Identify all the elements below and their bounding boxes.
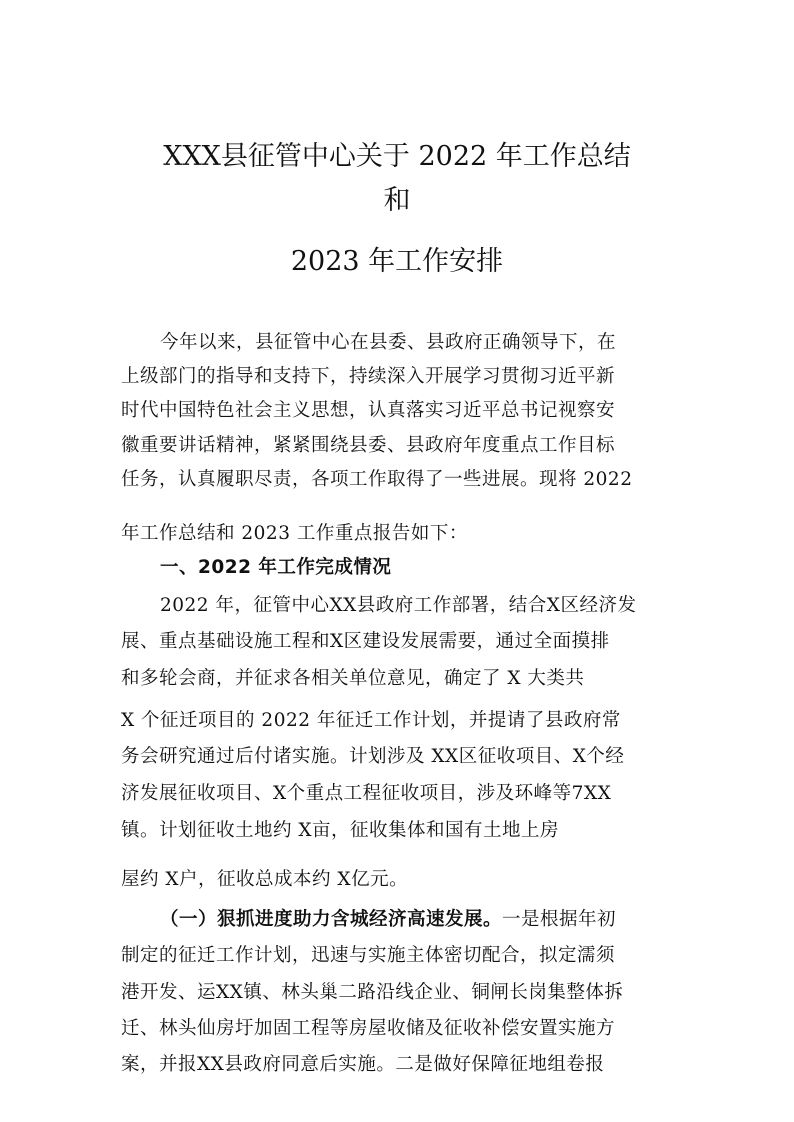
intro-line-2: 上级部门的指导和支持下，持续深入开展学习贯彻习近平新 <box>121 366 616 387</box>
section-1-line-1: 2022 年，征管中心XX县政府工作部署，结合X区经济发 <box>160 595 637 616</box>
section-1-line-3: 和多轮会商，并征求各相关单位意见，确定了 X 大类共 <box>121 668 585 689</box>
title-line-1: XXX县征管中心关于 2022 年工作总结 <box>163 141 631 172</box>
subsection-1-lead: （一）狠抓进度助力含城经济高速发展。 <box>160 909 503 930</box>
intro-line-4: 徽重要讲话精神，紧紧围绕县委、县政府年度重点工作目标 <box>121 435 616 456</box>
subsection-1-line-4: 迁、林头仙房圩加固工程等房屋收储及征收补偿安置实施方 <box>121 1018 616 1039</box>
section-1-line-5: 务会研究通过后付诸实施。计划涉及 XX区征收项目、X个经 <box>121 746 625 767</box>
title-line-2: 和 <box>383 185 411 216</box>
section-1-heading: 一、2022 年工作完成情况 <box>160 557 392 578</box>
subsection-1-line-2: 制定的征迁工作计划，迅速与实施主体密切配合，拟定濡须 <box>121 945 616 966</box>
intro-line-3: 时代中国特色社会主义思想，认真落实习近平总书记视察安 <box>121 400 616 421</box>
subsection-1-lead-rest: 一是根据年初 <box>502 909 617 930</box>
subsection-1-line-1 <box>160 907 616 933</box>
section-1-line-4: X 个征迁项目的 2022 年征迁工作计划，并提请了县政府常 <box>121 710 621 731</box>
subsection-1-line-3: 港开发、运XX镇、林头巢二路沿线企业、铜闸长岗集整体拆 <box>121 982 624 1003</box>
intro-line-1: 今年以来，县征管中心在县委、县政府正确领导下，在 <box>160 332 617 353</box>
section-1-line-6: 济发展征收项目、X个重点工程征收项目，涉及环峰等7XX <box>121 783 612 804</box>
intro-line-6: 年工作总结和 2023 工作重点报告如下： <box>121 523 468 544</box>
section-1-line-8: 屋约 X户，征收总成本约 X亿元。 <box>121 869 409 890</box>
intro-line-5: 任务，认真履职尽责，各项工作取得了一些进展。现将 2022 <box>121 469 633 490</box>
section-1-line-2: 展、重点基础设施工程和X区建设发展需要，通过全面摸排 <box>121 631 610 652</box>
title-line-3: 2023 年工作安排 <box>290 246 504 277</box>
subsection-1-line-5: 案，并报XX县政府同意后实施。二是做好保障征地组卷报 <box>121 1054 605 1075</box>
section-1-line-7: 镇。计划征收土地约 X亩，征收集体和国有土地上房 <box>121 820 560 841</box>
